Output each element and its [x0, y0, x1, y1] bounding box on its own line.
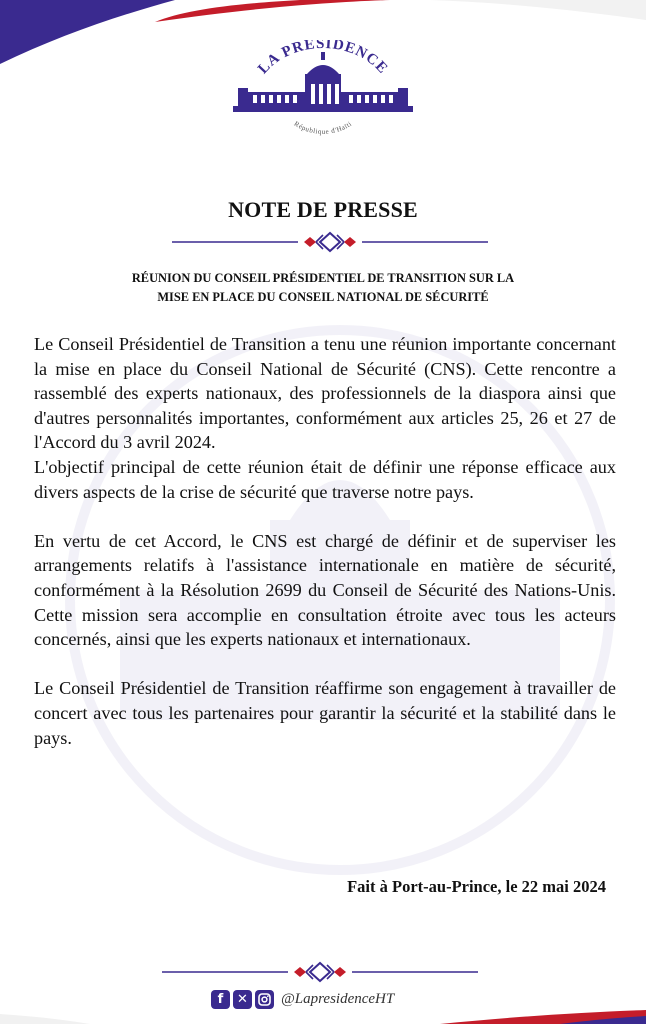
- paragraph-1: Le Conseil Présidentiel de Transition a tenu une réunion importante concernant la mise en place du Conseil National de Sécurité (CNS). Cette rencontre a rassemblé des experts nationaux, des professionnels de la diaspora ainsi que d'autres personnalités importantes, conformément aux articles 25, 26 et 27 de l'Accord du 3 avril 2024.: [34, 334, 616, 453]
- document-subtitle: [60, 269, 586, 307]
- subtitle-line-1: RÉUNION DU CONSEIL PRÉSIDENTIEL DE TRANSITION SUR LA: [131, 271, 515, 285]
- presidence-logo: [223, 40, 423, 160]
- paragraph-3: En vertu de cet Accord, le CNS est chargé de définir et de superviser les arrangements relatifs à l'assistance internationale en matière de sécurité, conformément à la Résolution 2699 du Conseil de Sécurité des Nations-Unis. Cette mission sera accomplie en consultation étroite avec tous les acteurs concernés, ainsi que les experts nationaux et internationaux.: [34, 530, 616, 650]
- document-title: NOTE DE PRESSE: [228, 197, 418, 222]
- social-links: [211, 988, 394, 1010]
- signature-line: Fait à Port-au-Prince, le 22 mai 2024: [347, 877, 606, 896]
- logo-arc-text: LA PRESIDENCE: [255, 40, 391, 78]
- instagram-icon[interactable]: [255, 990, 274, 1009]
- document-body: [34, 332, 616, 775]
- social-handle[interactable]: @LapresidenceHT: [281, 990, 395, 1007]
- x-icon[interactable]: ✕: [233, 990, 252, 1009]
- paragraph-4: Le Conseil Présidentiel de Transition réaffirme son engagement à travailler de concert avec tous les partenaires pour garantir la sécurité et la stabilité dans le pays.: [34, 678, 616, 748]
- subtitle-line-2: MISE EN PLACE DU CONSEIL NATIONAL DE SÉCURITÉ: [157, 290, 489, 304]
- title-divider: [170, 230, 490, 254]
- footer-divider: [160, 960, 480, 984]
- facebook-icon[interactable]: f: [211, 990, 230, 1009]
- paragraph-2: L'objectif principal de cette réunion était de définir une réponse efficace aux divers aspects de la crise de sécurité que traverse notre pays.: [34, 456, 616, 502]
- logo-sub-text: République d'Haïti: [292, 119, 354, 136]
